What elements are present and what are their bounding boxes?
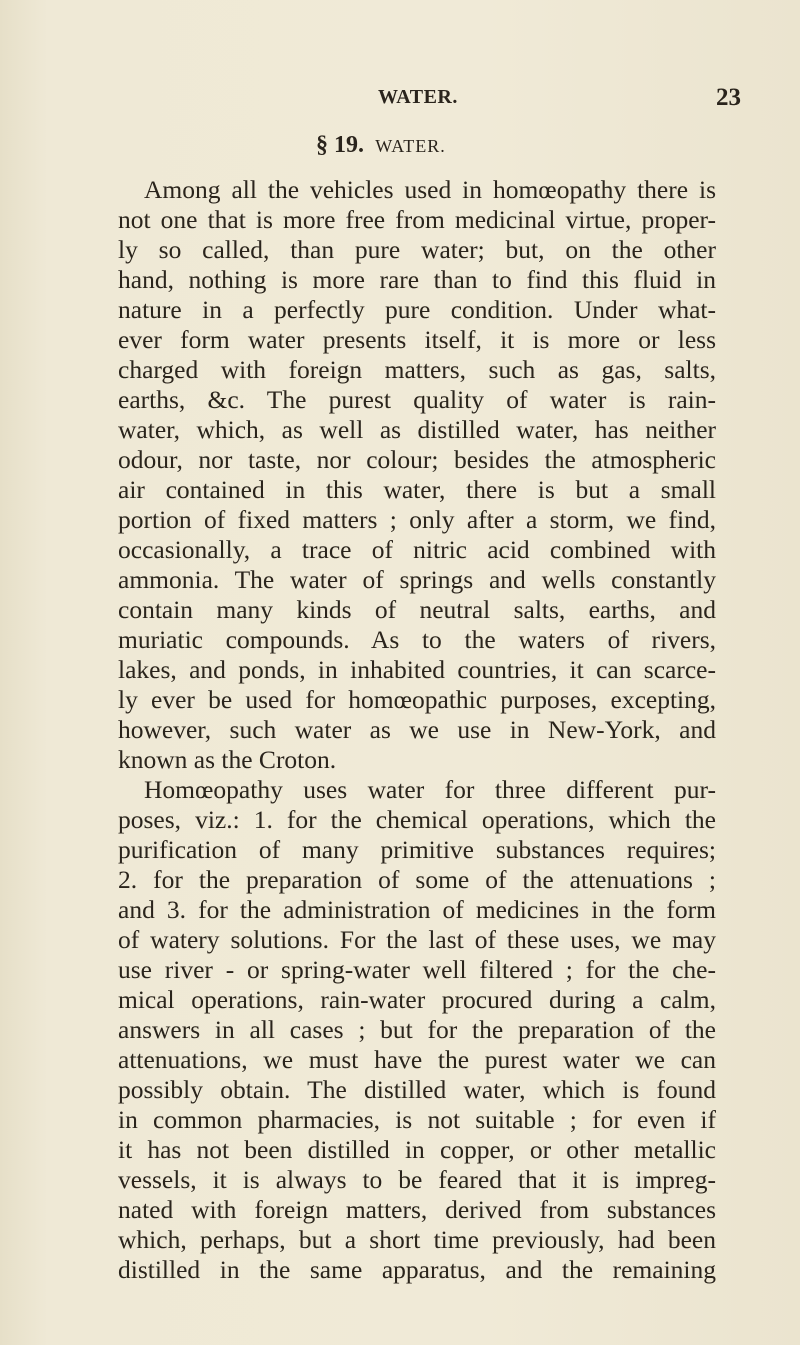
- page-number: 23: [716, 84, 741, 111]
- text-line: however, such water as we use in New-York, and: [118, 715, 716, 744]
- text-line: nated with foreign matters, derived from substances: [118, 1195, 716, 1224]
- running-title: WATER.: [378, 86, 458, 108]
- text-line: ly so called, than pure water; but, on the other: [118, 235, 716, 264]
- text-line: Homœopathy uses water for three different pur-: [144, 775, 716, 804]
- text-line: Among all the vehicles used in homœopathy there is: [144, 175, 716, 204]
- text-line: odour, nor taste, nor colour; besides the atmospheric: [118, 445, 716, 474]
- text-line: attenuations, we must have the purest water we can: [118, 1045, 716, 1074]
- text-line: 2. for the preparation of some of the attenuations ;: [118, 865, 716, 894]
- text-line: lakes, and ponds, in inhabited countries, it can scarce-: [118, 655, 716, 684]
- text-line: which, perhaps, but a short time previously, had been: [118, 1225, 716, 1254]
- section-title: WATER.: [375, 136, 446, 156]
- text-line: answers in all cases ; but for the preparation of the: [118, 1015, 716, 1044]
- text-line: portion of fixed matters ; only after a storm, we find,: [118, 505, 716, 534]
- section-number: § 19.: [316, 132, 364, 158]
- text-line: vessels, it is always to be feared that it is impreg-: [118, 1165, 716, 1194]
- text-line: and 3. for the administration of medicines in the form: [118, 895, 716, 924]
- text-line: ly ever be used for homœopathic purposes, excepting,: [118, 685, 716, 714]
- running-head: [0, 86, 800, 116]
- text-line: known as the Croton.: [118, 745, 337, 774]
- text-line: occasionally, a trace of nitric acid combined with: [118, 535, 716, 564]
- text-line: in common pharmacies, is not suitable ; for even if: [118, 1105, 716, 1134]
- text-line: poses, viz.: 1. for the chemical operations, which the: [118, 805, 716, 834]
- text-line: use river - or spring-water well filtered ; for the che-: [118, 955, 716, 984]
- text-line: ever form water presents itself, it is more or less: [118, 325, 716, 354]
- text-line: not one that is more free from medicinal virtue, proper-: [118, 205, 716, 234]
- text-line: distilled in the same apparatus, and the remaining: [118, 1255, 716, 1284]
- text-line: hand, nothing is more rare than to find this fluid in: [118, 265, 716, 294]
- text-line: water, which, as well as distilled water, has neither: [118, 415, 716, 444]
- text-line: contain many kinds of neutral salts, earths, and: [118, 595, 716, 624]
- text-line: mical operations, rain-water procured during a calm,: [118, 985, 716, 1014]
- text-line: possibly obtain. The distilled water, which is found: [118, 1075, 716, 1104]
- text-line: ammonia. The water of springs and wells constantly: [118, 565, 716, 594]
- text-line: earths, &c. The purest quality of water is rain-: [118, 385, 716, 414]
- text-line: muriatic compounds. As to the waters of rivers,: [118, 625, 716, 654]
- text-line: air contained in this water, there is but a small: [118, 475, 716, 504]
- text-line: it has not been distilled in copper, or other metallic: [118, 1135, 716, 1164]
- text-line: purification of many primitive substances requires;: [118, 835, 716, 864]
- text-line: charged with foreign matters, such as gas, salts,: [118, 355, 716, 384]
- text-line: nature in a perfectly pure condition. Under what-: [118, 295, 716, 324]
- text-line: of watery solutions. For the last of these uses, we may: [118, 925, 716, 954]
